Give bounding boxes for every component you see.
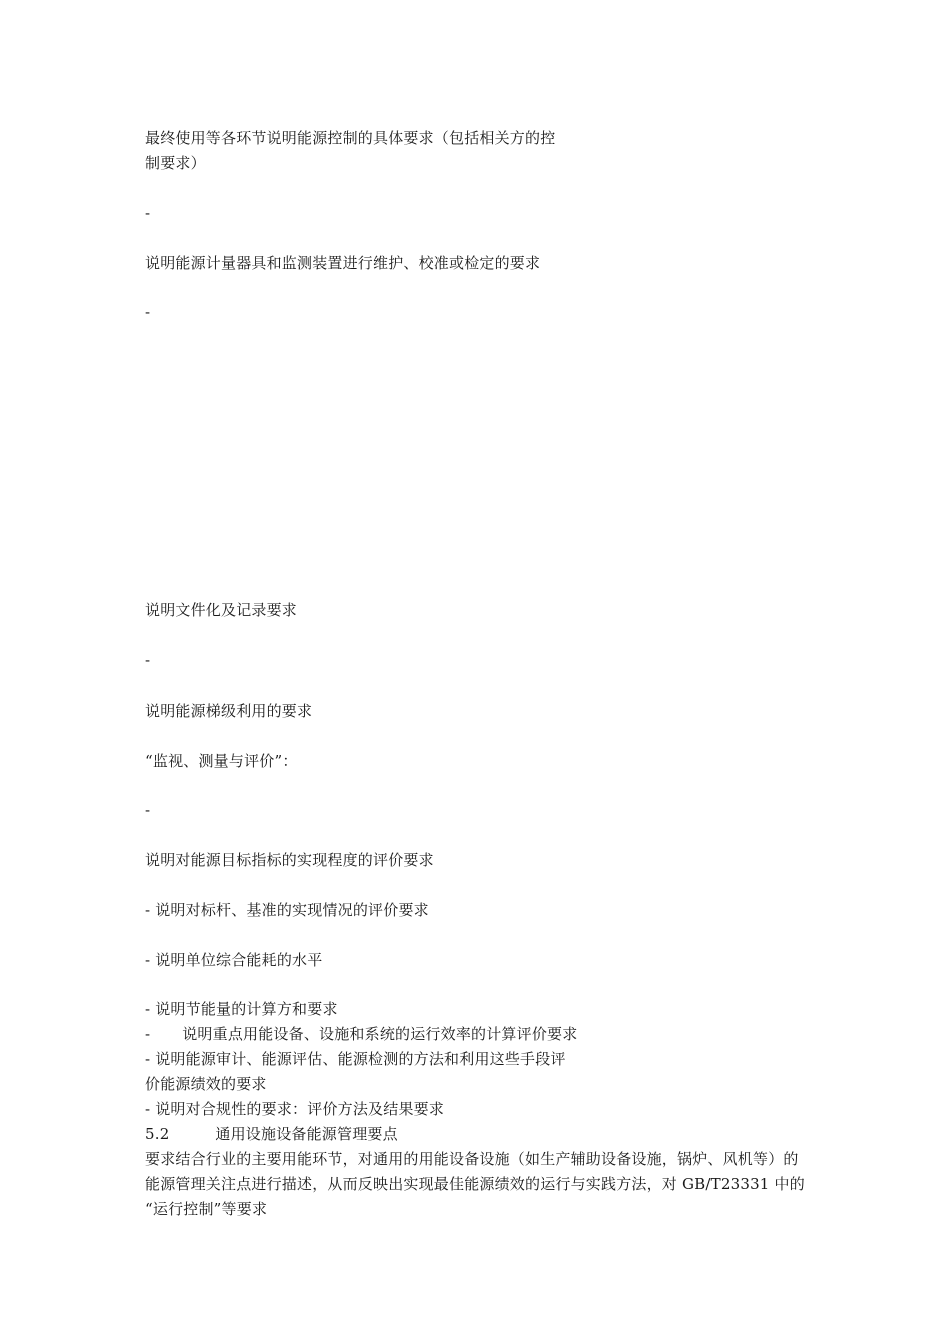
section-number: 5.2 [145, 1125, 170, 1143]
list-item: - 说明对合规性的要求：评价方法及结果要求 [145, 1100, 445, 1118]
text-line: 最终使用等各环节说明能源控制的具体要求（包括相关方的控 [145, 129, 556, 147]
text-line: 制要求） [145, 154, 206, 172]
list-item: - 说明对标杆、基准的实现情况的评价要求 [145, 901, 429, 919]
list-dash: - [145, 1025, 151, 1043]
text-line: 说明能源计量器具和监测装置进行维护、校准或检定的要求 [145, 254, 541, 272]
section-heading: “监视、测量与评价”： [145, 752, 298, 770]
list-item: - 说明能源审计、能源评估、能源检测的方法和利用这些手段评 [145, 1050, 566, 1068]
paragraph-line: 要求结合行业的主要用能环节，对通用的用能设备设施（如生产辅助设备设施，锅炉、风机等）的 [145, 1150, 799, 1168]
text-line: 说明文件化及记录要求 [145, 601, 298, 619]
dash-line: - [145, 303, 151, 321]
list-item: - 说明单位综合能耗的水平 [145, 951, 323, 969]
text-line: 说明对能源目标指标的实现程度的评价要求 [145, 851, 434, 869]
paragraph-line: “运行控制”等要求 [145, 1200, 268, 1218]
list-item: - 说明节能量的计算方和要求 [145, 1000, 338, 1018]
list-item-text: 说明重点用能设备、设施和系统的运行效率的计算评价要求 [182, 1025, 578, 1043]
section-title: 通用设施设备能源管理要点 [215, 1125, 398, 1143]
dash-line: - [145, 801, 151, 819]
text-line: 说明能源梯级利用的要求 [145, 702, 313, 720]
paragraph-line: 能源管理关注点进行描述，从而反映出实现最佳能源绩效的运行与实践方法，对 GB/T23331 中的 [145, 1175, 805, 1193]
list-item [145, 1024, 577, 1044]
section-heading [145, 1124, 398, 1144]
dash-line: - [145, 651, 151, 669]
dash-line: - [145, 204, 151, 222]
text-line: 价能源绩效的要求 [145, 1075, 267, 1093]
